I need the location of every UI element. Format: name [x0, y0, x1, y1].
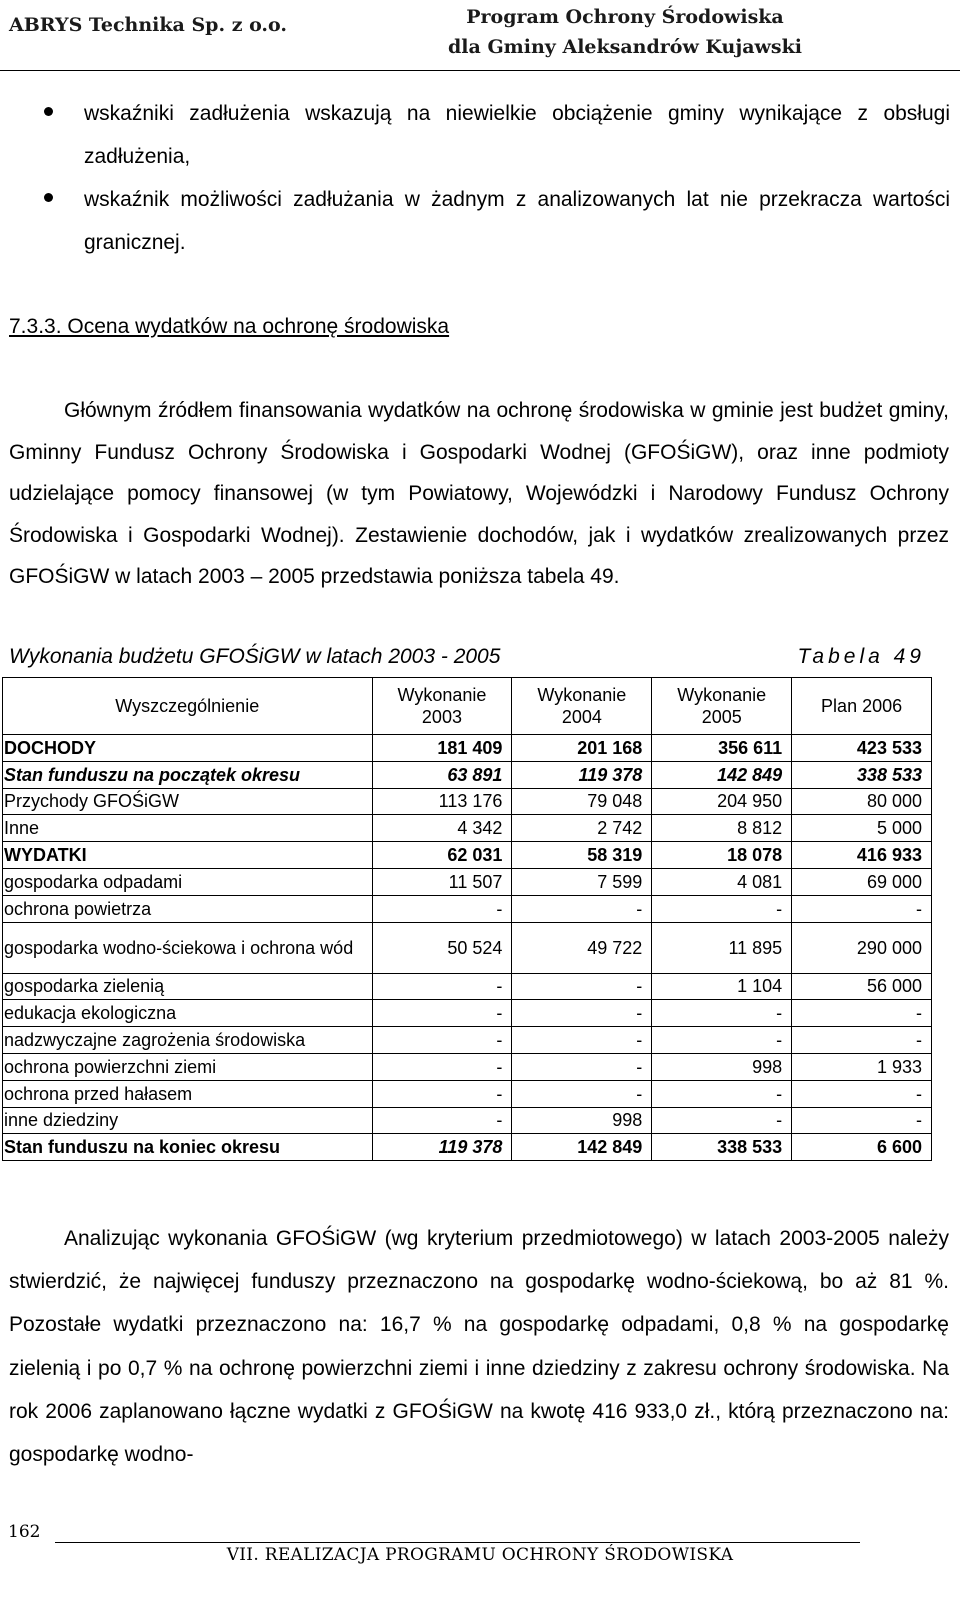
cell-value: 142 849: [652, 761, 792, 788]
table-row: [3, 1080, 932, 1107]
cell-value: -: [512, 1053, 652, 1080]
cell-value: 5 000: [792, 815, 932, 842]
cell-value: 119 378: [512, 761, 652, 788]
budget-table: [2, 677, 932, 1161]
bullet-icon: [44, 193, 53, 202]
cell-value: 8 812: [652, 815, 792, 842]
cell-value: 4 081: [652, 868, 792, 895]
cell-value: -: [372, 1107, 512, 1134]
cell-value: -: [512, 1080, 652, 1107]
cell-value: 204 950: [652, 788, 792, 815]
cell-value: 142 849: [512, 1134, 652, 1161]
table-row: [3, 895, 932, 922]
cell-value: -: [792, 895, 932, 922]
header-program: [440, 2, 810, 62]
cell-value: 998: [512, 1107, 652, 1134]
cell-value: -: [792, 1080, 932, 1107]
cell-value: 416 933: [792, 842, 932, 869]
row-label: gospodarka wodno-ściekowa i ochrona wód: [3, 922, 373, 973]
table-row: [3, 788, 932, 815]
cell-value: -: [792, 1107, 932, 1134]
column-header: Wykonanie 2005: [652, 678, 792, 735]
header-rule: [0, 70, 960, 71]
cell-value: 338 533: [652, 1134, 792, 1161]
cell-value: 18 078: [652, 842, 792, 869]
cell-value: 7 599: [512, 868, 652, 895]
table-caption: [9, 640, 925, 674]
row-label: Inne: [3, 815, 373, 842]
cell-value: 338 533: [792, 761, 932, 788]
row-label: ochrona powietrza: [3, 895, 373, 922]
cell-value: 181 409: [372, 735, 512, 762]
cell-value: -: [372, 1027, 512, 1054]
cell-value: -: [512, 1027, 652, 1054]
cell-value: -: [792, 1027, 932, 1054]
header-program-line1: Program Ochrony Środowiska: [466, 6, 784, 28]
cell-value: 58 319: [512, 842, 652, 869]
header-program-line2: dla Gminy Aleksandrów Kujawski: [448, 36, 802, 58]
header-company: ABRYS Technika Sp. z o.o.: [9, 14, 288, 36]
column-header: Wyszczególnienie: [3, 678, 373, 735]
row-label: edukacja ekologiczna: [3, 1000, 373, 1027]
cell-value: 63 891: [372, 761, 512, 788]
row-label: gospodarka odpadami: [3, 868, 373, 895]
cell-value: 80 000: [792, 788, 932, 815]
cell-value: -: [372, 895, 512, 922]
cell-value: -: [512, 973, 652, 1000]
table-row: [3, 922, 932, 973]
cell-value: -: [652, 1027, 792, 1054]
cell-value: -: [512, 895, 652, 922]
cell-value: -: [372, 973, 512, 1000]
table-row: [3, 842, 932, 869]
cell-value: -: [372, 1000, 512, 1027]
cell-value: 56 000: [792, 973, 932, 1000]
row-label: ochrona przed hałasem: [3, 1080, 373, 1107]
cell-value: -: [792, 1000, 932, 1027]
cell-value: 119 378: [372, 1134, 512, 1161]
cell-value: -: [652, 1000, 792, 1027]
cell-value: 998: [652, 1053, 792, 1080]
row-label: ochrona powierzchni ziemi: [3, 1053, 373, 1080]
table-row: [3, 1107, 932, 1134]
bullet-icon: [44, 107, 53, 116]
cell-value: 11 895: [652, 922, 792, 973]
footer-chapter: VII. REALIZACJA PROGRAMU OCHRONY ŚRODOWISKA: [226, 1545, 734, 1565]
cell-value: -: [652, 1080, 792, 1107]
table-row: [3, 1000, 932, 1027]
cell-value: 1 933: [792, 1053, 932, 1080]
cell-value: 79 048: [512, 788, 652, 815]
table-caption-number: Tabela 49: [797, 645, 925, 668]
cell-value: 49 722: [512, 922, 652, 973]
paragraph-intro: Głównym źródłem finansowania wydatków na ochronę środowiska w gminie jest budżet gminy, Gminny Fundusz Ochrony Środowiska i Gospodarki Wodnej (GFOŚiGW), oraz inne podmioty udzielające pomocy finansowej (w tym Powiatowy, Wojewódzki i Narodowy Fundusz Ochrony Środowiska i Gospodarki Wodnej). Zestawienie dochodów, jak i wydatków zrealizowanych przez GFOŚiGW w latach 2003 – 2005 przedstawia poniższa tabela 49.: [9, 399, 949, 588]
table-row: [3, 761, 932, 788]
row-label: Przychody GFOŚiGW: [3, 788, 373, 815]
column-header: Wykonanie 2003: [372, 678, 512, 735]
column-header: Wykonanie 2004: [512, 678, 652, 735]
cell-value: 62 031: [372, 842, 512, 869]
cell-value: 290 000: [792, 922, 932, 973]
cell-value: 11 507: [372, 868, 512, 895]
table-row: [3, 1134, 932, 1161]
row-label: gospodarka zielenią: [3, 973, 373, 1000]
footer-rule: [55, 1542, 860, 1543]
table-caption-title: Wykonania budżetu GFOŚiGW w latach 2003 - 2005: [9, 645, 501, 668]
page-header: [0, 0, 960, 70]
table-row: [3, 973, 932, 1000]
cell-value: 2 742: [512, 815, 652, 842]
bullet-item: [0, 178, 950, 264]
table-row: [3, 1053, 932, 1080]
cell-value: 113 176: [372, 788, 512, 815]
bullet-list: [0, 92, 960, 264]
cell-value: -: [652, 1107, 792, 1134]
cell-value: 50 524: [372, 922, 512, 973]
cell-value: 1 104: [652, 973, 792, 1000]
row-label: Stan funduszu na koniec okresu: [3, 1134, 373, 1161]
bullet-text: wskaźnik możliwości zadłużania w żadnym z analizowanych lat nie przekracza wartości granicznej.: [84, 188, 950, 254]
row-label: WYDATKI: [3, 842, 373, 869]
table-row: [3, 1027, 932, 1054]
cell-value: 201 168: [512, 735, 652, 762]
row-label: Stan funduszu na początek okresu: [3, 761, 373, 788]
cell-value: 69 000: [792, 868, 932, 895]
page-number: 162: [8, 1522, 41, 1542]
table-row: [3, 868, 932, 895]
row-label: inne dziedziny: [3, 1107, 373, 1134]
bullet-text: wskaźniki zadłużenia wskazują na niewielkie obciążenie gminy wynikające z obsługi zadłużenia,: [84, 102, 950, 168]
cell-value: -: [372, 1053, 512, 1080]
table-row: [3, 815, 932, 842]
cell-value: 4 342: [372, 815, 512, 842]
paragraph-analysis: Analizując wykonania GFOŚiGW (wg kryterium przedmiotowego) w latach 2003-2005 należy stwierdzić, że najwięcej funduszy przeznaczono na gospodarkę wodno-ściekową, bo aż 81 %. Pozostałe wydatki przeznaczono na: 16,7 % na gospodarkę odpadami, 0,8 % na gospodarkę zielenią i po 0,7 % na ochronę powierzchni ziemi i inne dziedziny z zakresu ochrony środowiska. Na rok 2006 zaplanowano łączne wydatki z GFOŚiGW na kwotę 416 933,0 zł., którą przeznaczono na: gospodarkę wodno-: [9, 1227, 949, 1467]
section-heading: 7.3.3. Ocena wydatków na ochronę środowiska: [9, 315, 450, 338]
cell-value: 6 600: [792, 1134, 932, 1161]
cell-value: -: [372, 1080, 512, 1107]
row-label: nadzwyczajne zagrożenia środowiska: [3, 1027, 373, 1054]
cell-value: 356 611: [652, 735, 792, 762]
cell-value: -: [512, 1000, 652, 1027]
table-row: [3, 735, 932, 762]
cell-value: -: [652, 895, 792, 922]
bullet-item: [0, 92, 950, 178]
table-header-row: [3, 678, 932, 735]
column-header: Plan 2006: [792, 678, 932, 735]
cell-value: 423 533: [792, 735, 932, 762]
row-label: DOCHODY: [3, 735, 373, 762]
